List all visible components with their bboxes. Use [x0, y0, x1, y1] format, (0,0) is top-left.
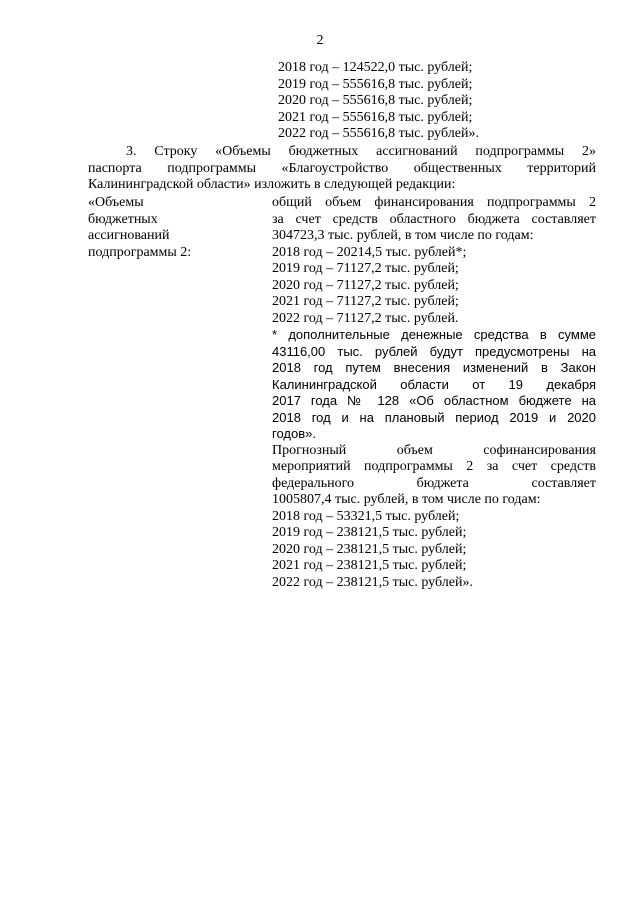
- federal-year-line: 2020 год – 238121,5 тыс. рублей;: [272, 541, 467, 557]
- summary-line: общий объем финансирования подпрограммы 2: [272, 195, 596, 210]
- federal-line: Прогнозный объем софинансирования: [272, 442, 596, 458]
- passport-row-value: [272, 195, 596, 591]
- federal-line: 1005807,4 тыс. рублей, в том числе по годам:: [272, 492, 541, 507]
- footnote-line: 43116,00 тыс. рублей будут предусмотрены на: [272, 343, 596, 359]
- top-years-list: [278, 60, 479, 143]
- summary-line: 304723,3 тыс. рублей, в том числе по годам:: [272, 228, 534, 243]
- year-line: 2022 год – 555616,8 тыс. рублей».: [278, 126, 479, 141]
- summary-line: за счет средств областного бюджета составляет: [272, 211, 596, 227]
- year-line: 2019 год – 555616,8 тыс. рублей;: [278, 76, 473, 92]
- federal-year-line: 2021 год – 238121,5 тыс. рублей;: [272, 558, 467, 573]
- label-line: бюджетных: [88, 211, 158, 227]
- label-line: «Объемы: [88, 195, 144, 210]
- footnote-line: 2018 год и на плановый период 2019 и 2020: [272, 409, 596, 425]
- amendment-paragraph: [88, 144, 596, 194]
- federal-line: федерального бюджета составляет: [272, 475, 596, 491]
- paragraph-line: Калининградской области» изложить в следующей редакции:: [88, 177, 456, 192]
- federal-year-line: 2018 год – 53321,5 тыс. рублей;: [272, 508, 460, 524]
- label-line: ассигнований: [88, 228, 170, 243]
- regional-year-line: 2020 год – 71127,2 тыс. рублей;: [272, 277, 459, 293]
- footnote-line: годов».: [272, 426, 316, 441]
- regional-year-line: 2018 год – 20214,5 тыс. рублей*;: [272, 244, 467, 260]
- paragraph-line: паспорта подпрограммы «Благоустройство общественных территорий: [88, 160, 596, 176]
- footnote-line: 2017 года № 128 «Об областном бюджете на: [272, 393, 596, 408]
- passport-row-label: [88, 195, 263, 261]
- year-line: 2021 год – 555616,8 тыс. рублей;: [278, 109, 473, 125]
- label-line: подпрограммы 2:: [88, 244, 192, 260]
- footnote-line: * дополнительные денежные средства в сумме: [272, 327, 596, 342]
- federal-line: мероприятий подпрограммы 2 за счет средств: [272, 459, 596, 474]
- footnote-line: 2018 год путем внесения изменений в Закон: [272, 360, 596, 375]
- year-line: 2020 год – 555616,8 тыс. рублей;: [278, 93, 473, 108]
- year-line: 2018 год – 124522,0 тыс. рублей;: [278, 60, 473, 75]
- regional-year-line: 2021 год – 71127,2 тыс. рублей;: [272, 294, 459, 309]
- regional-year-line: 2022 год – 71127,2 тыс. рублей.: [272, 310, 459, 326]
- paragraph-line: 3. Строку «Объемы бюджетных ассигнований подпрограммы 2»: [126, 144, 596, 159]
- regional-year-line: 2019 год – 71127,2 тыс. рублей;: [272, 261, 459, 276]
- footnote-line: Калининградской области от 19 декабря: [272, 376, 596, 392]
- page-number: 2: [316, 33, 324, 48]
- federal-year-line: 2022 год – 238121,5 тыс. рублей».: [272, 574, 473, 590]
- federal-year-line: 2019 год – 238121,5 тыс. рублей;: [272, 525, 467, 540]
